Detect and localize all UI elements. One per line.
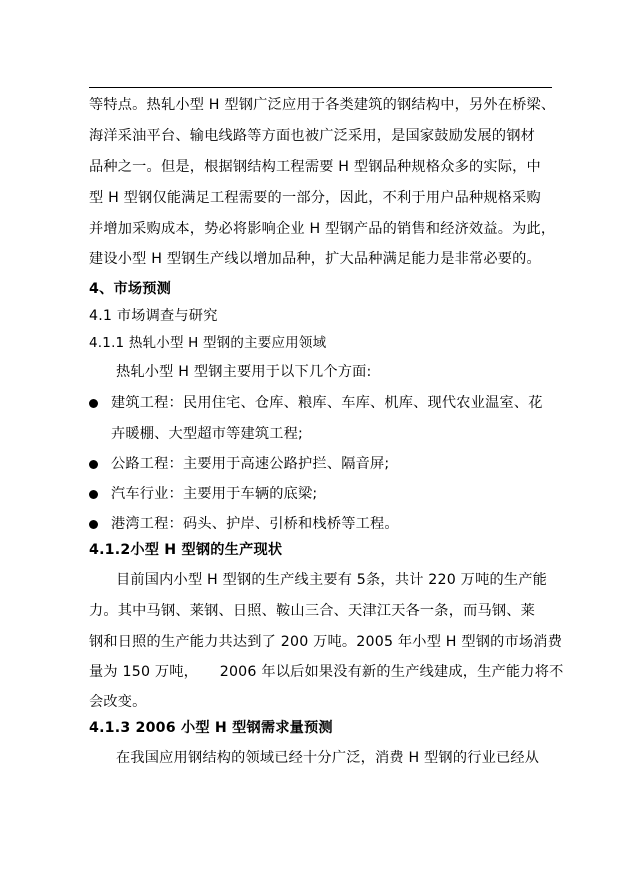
paragraph-line: 力。其中马钢、莱钢、日照、鞍山三合、天津江天各一条，而马钢、莱 xyxy=(89,603,536,619)
paragraph-line: 品种之一。但是，根据钢结构工程需要 H 型钢品种规格众多的实际，中 xyxy=(89,159,541,175)
bullet-item-construction: 建筑工程：民用住宅、仓库、粮库、车库、机库、现代农业温室、花 xyxy=(111,395,543,411)
section-heading-4-1-3: 4.1.3 2006 小型 H 型钢需求量预测 xyxy=(89,720,333,736)
section-heading-4-1: 4.1 市场调查与研究 xyxy=(89,308,218,324)
paragraph-line: 建设小型 H 型钢生产线以增加品种，扩大品种满足能力是非常必要的。 xyxy=(89,251,541,267)
bullet-dot-icon xyxy=(89,399,98,408)
intro-line: 热轧小型 H 型钢主要用于以下几个方面: xyxy=(116,364,372,380)
section-heading-4-1-2: 4.1.2小型 H 型钢的生产现状 xyxy=(89,542,283,558)
paragraph-line: 钢和日照的生产能力共达到了 200 万吨。2005 年小型 H 型钢的市场消费 xyxy=(89,634,563,650)
paragraph-line: 量为 150 万吨， 2006 年以后如果没有新的生产线建成，生产能力将不 xyxy=(89,664,564,680)
paragraph-line: 在我国应用钢结构的领域已经十分广泛，消费 H 型钢的行业已经从 xyxy=(116,750,540,766)
paragraph-line: 型 H 型钢仅能满足工程需要的一部分，因此，不利于用户品种规格采购 xyxy=(89,190,541,206)
header-rule xyxy=(89,87,552,88)
bullet-dot-icon xyxy=(89,460,98,469)
bullet-dot-icon xyxy=(89,520,98,529)
bullet-item-highway: 公路工程：主要用于高速公路护拦、隔音屏; xyxy=(111,456,390,472)
paragraph-line: 并增加采购成本，势必将影响企业 H 型钢产品的销售和经济效益。为此， xyxy=(89,221,556,237)
section-heading-4-1-1: 4.1.1 热轧小型 H 型钢的主要应用领域 xyxy=(89,335,327,351)
paragraph-line: 等特点。热轧小型 H 型钢广泛应用于各类建筑的钢结构中，另外在桥梁、 xyxy=(89,97,556,113)
bullet-item-construction-cont: 卉暖棚、大型超市等建筑工程; xyxy=(111,426,304,442)
bullet-item-automotive: 汽车行业：主要用于车辆的底梁; xyxy=(111,486,318,502)
section-heading-4: 4、市场预测 xyxy=(89,281,172,297)
bullet-item-harbor: 港湾工程：码头、护岸、引桥和栈桥等工程。 xyxy=(111,516,399,532)
bullet-dot-icon xyxy=(89,490,98,499)
paragraph-line: 目前国内小型 H 型钢的生产线主要有 5条，共计 220 万吨的生产能 xyxy=(116,572,548,588)
paragraph-line: 会改变。 xyxy=(89,694,147,710)
paragraph-line: 海洋采油平台、输电线路等方面也被广泛采用，是国家鼓励发展的钢材 xyxy=(89,128,536,144)
